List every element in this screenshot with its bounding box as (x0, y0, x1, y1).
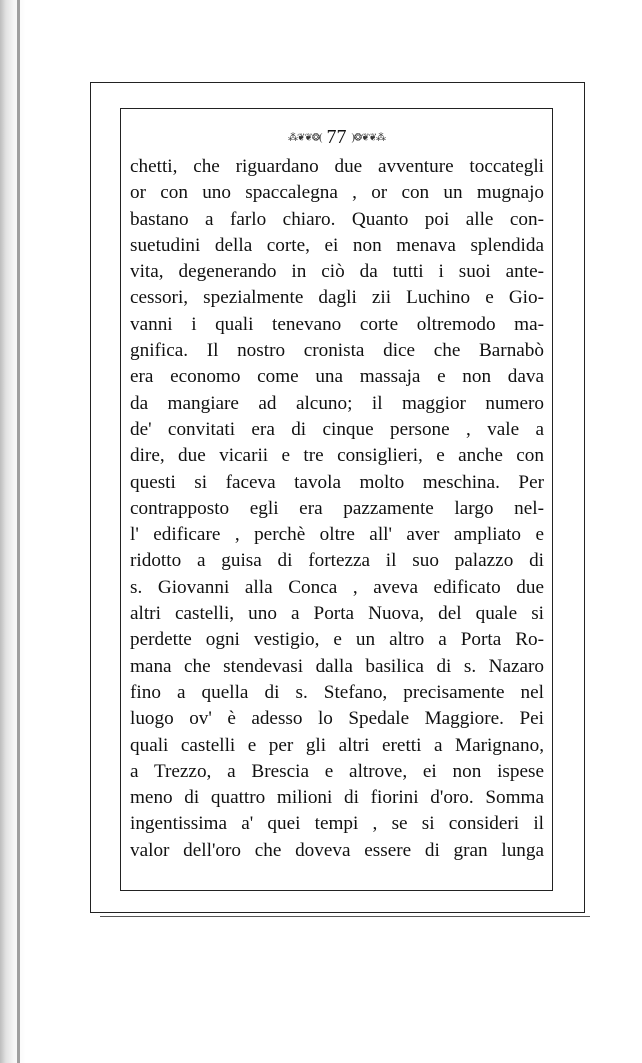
binding-edge (0, 0, 26, 1063)
text-line: vita, degenerando in ciò da tutti i suoi ante- (130, 261, 544, 283)
text-line: era economo come una massaja e non dava (130, 366, 544, 388)
text-line: l' edificare , perchè oltre all' aver ampliato e (130, 524, 544, 546)
bottom-rule (100, 916, 590, 917)
text-line: perdette ogni vestigio, e un altro a Porta Ro- (130, 629, 544, 651)
page-header (120, 124, 553, 151)
text-line: chetti, che riguardano due avventure toccategli (130, 156, 544, 177)
text-line: or con uno spaccalegna , or con un mugnajo (130, 182, 544, 204)
text-line: valor dell'oro che doveva essere di gran lunga (130, 839, 544, 861)
text-line: vanni i quali tenevano corte oltremodo ma- (130, 313, 544, 335)
text-line: bastano a farlo chiaro. Quanto poi alle con- (130, 208, 544, 230)
text-line: a Trezzo, a Brescia e altrove, ei non ispese (130, 760, 544, 782)
text-line: de' convitati era di cinque persone , vale a (130, 418, 544, 440)
text-line: mana che stendevasi dalla basilica di s. Nazaro (130, 655, 544, 677)
text-line: fino a quella di s. Stefano, precisamente nel (130, 681, 544, 703)
text-line: quali castelli e per gli altri eretti a Marignano, (130, 734, 544, 756)
text-line: contrapposto egli era pazzamente largo nel- (130, 497, 544, 519)
header-ornament-right: )❂❦❦⁂ (351, 132, 385, 144)
text-line: ridotto a guisa di fortezza il suo palazzo di (130, 550, 544, 572)
text-line: dire, due vicarii e tre consiglieri, e anche con (130, 445, 544, 467)
text-line: suetudini della corte, ei non menava splendida (130, 234, 544, 256)
text-line: gnifica. Il nostro cronista dice che Barnabò (130, 340, 544, 362)
text-line: meno di quattro milioni di fiorini d'oro. Somma (130, 787, 544, 809)
text-line: altri castelli, uno a Porta Nuova, del quale si (130, 603, 544, 625)
binding-shadow-line (17, 0, 20, 1063)
page-number: 77 (326, 126, 347, 148)
text-line: ingentissima a' quei tempi , se si consideri il (130, 813, 544, 835)
text-line: cessori, spezialmente dagli zii Luchino e Gio- (130, 287, 544, 309)
header-ornament-left: ⁂❦❦❂( (288, 132, 322, 144)
text-line: s. Giovanni alla Conca , aveva edificato due (130, 576, 544, 598)
text-line: da mangiare ad alcuno; il maggior numero (130, 392, 544, 414)
text-line: questi si faceva tavola molto meschina. Per (130, 471, 544, 493)
body-text (130, 154, 544, 864)
text-line: luogo ov' è adesso lo Spedale Maggiore. Pei (130, 708, 544, 730)
